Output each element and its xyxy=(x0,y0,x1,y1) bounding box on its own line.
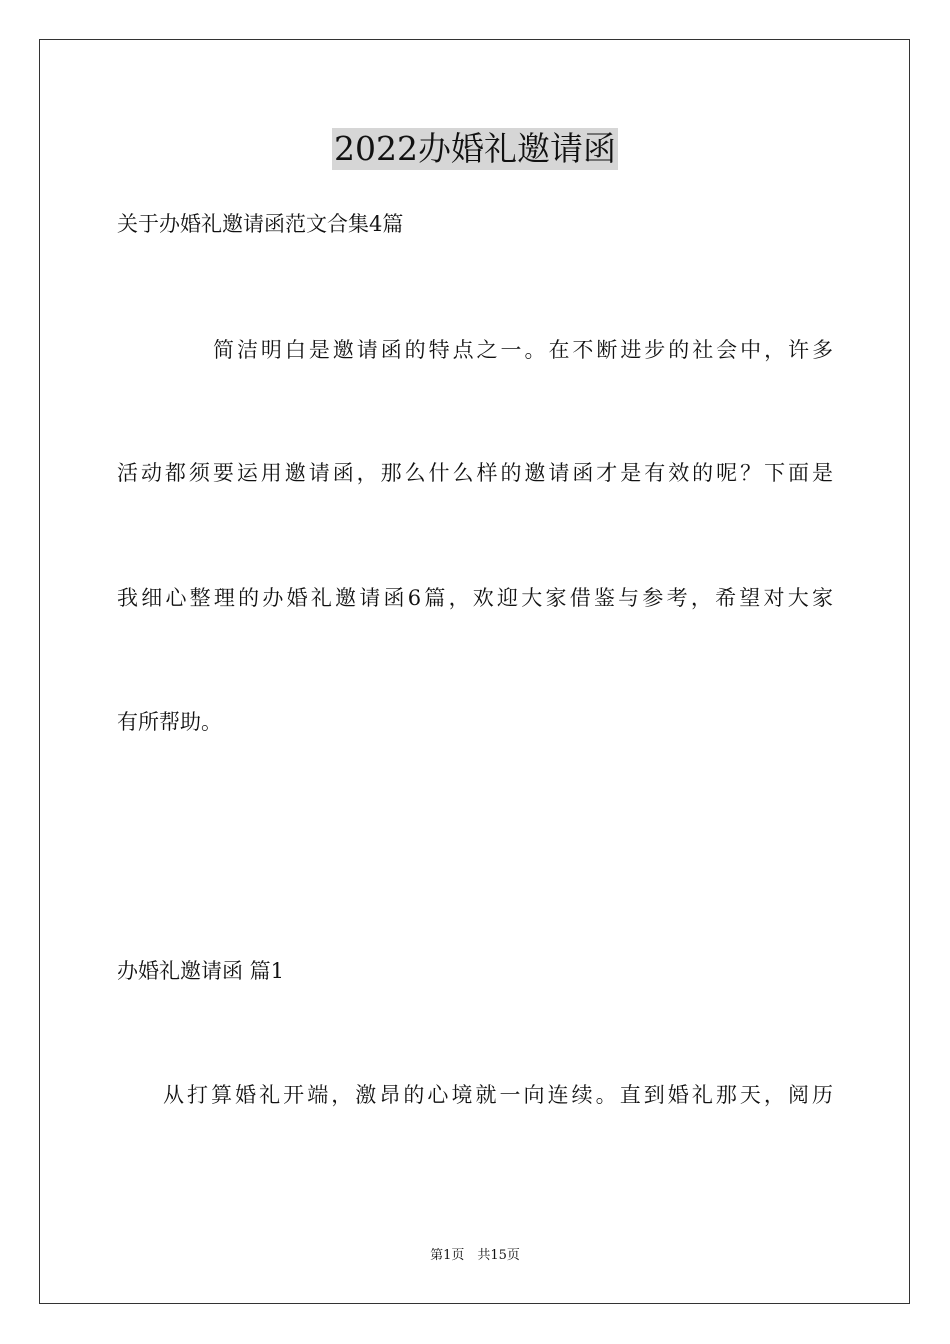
title-container xyxy=(0,128,950,170)
intro-line-2: 活动都须要运用邀请函，那么什么样的邀请函才是有效的呢？下面是 xyxy=(117,461,833,485)
section-line-1: 从打算婚礼开端，激昂的心境就一向连续。直到婚礼那天，阅历 xyxy=(163,1083,833,1107)
intro-line-1: 简洁明白是邀请函的特点之一。在不断进步的社会中，许多 xyxy=(213,338,833,362)
section-heading: 办婚礼邀请函 篇1 xyxy=(117,959,285,983)
page-footer: 第1页 共15页 xyxy=(430,1248,520,1263)
document-subtitle: 关于办婚礼邀请函范文合集4篇 xyxy=(117,212,404,236)
intro-line-4: 有所帮助。 xyxy=(117,710,222,734)
intro-line-3: 我细心整理的办婚礼邀请函6篇，欢迎大家借鉴与参考，希望对大家 xyxy=(117,586,833,610)
document-title: 2022办婚礼邀请函 xyxy=(334,129,616,168)
